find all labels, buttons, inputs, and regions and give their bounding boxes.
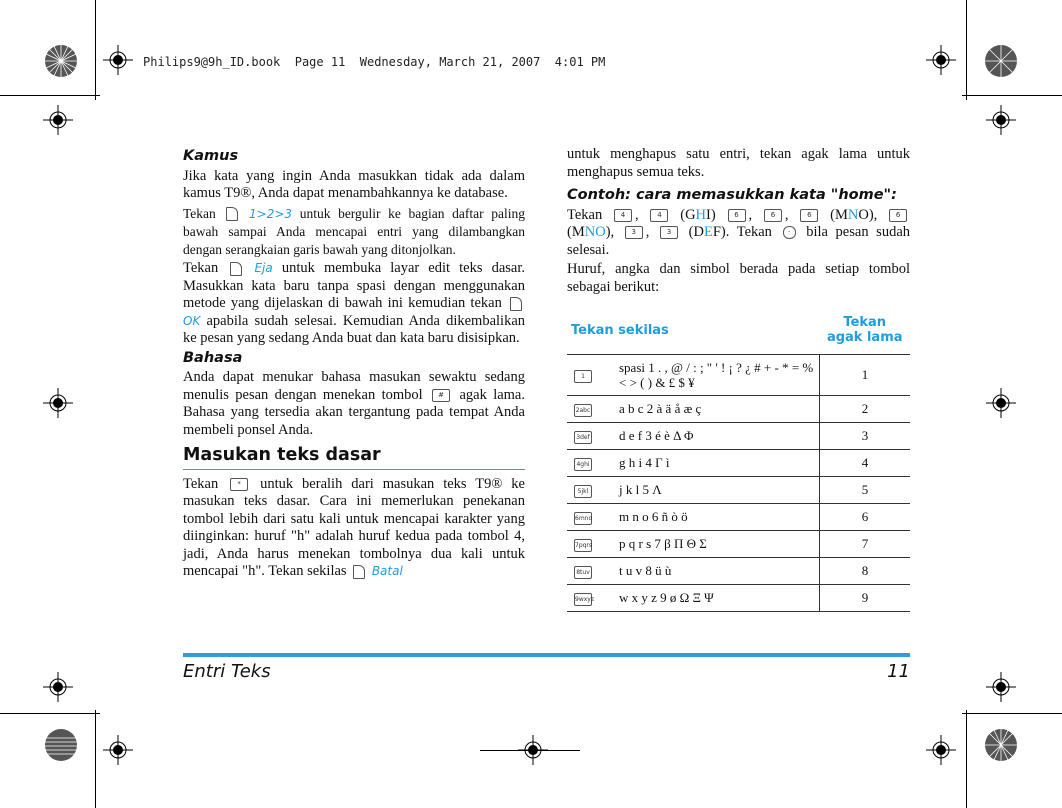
chars-cell: j k l 5 Λ	[615, 477, 820, 504]
registration-dial-icon	[984, 44, 1018, 78]
ok-key-icon: ·	[783, 226, 796, 239]
registration-dial-icon	[984, 728, 1018, 762]
example-paragraph: Tekan 4 , 4 (GHI) 6 , 6 , 6 (MNO), 6 (MNO), 3 , 3 (DEF). Tekan · bila pesan sudah selesai.	[567, 206, 911, 258]
registration-target-icon	[986, 388, 1016, 418]
chars-cell: w x y z 9 ø Ω Ξ Ψ	[615, 585, 820, 612]
chars-cell: a b c 2 à ä å æ ç	[615, 396, 820, 423]
long-press-cell: 1	[820, 355, 911, 396]
long-press-cell: 7	[820, 531, 911, 558]
crop-mark	[962, 713, 1062, 714]
chars-cell: m n o 6 ñ ò ö	[615, 504, 820, 531]
example-heading: Contoh: cara memasukkan kata "home":	[567, 187, 897, 203]
long-press-cell: 6	[820, 504, 911, 531]
table-row	[567, 504, 910, 531]
right-softkey-icon	[230, 262, 242, 276]
key-cell	[567, 558, 615, 585]
table-row	[567, 450, 910, 477]
center-crop-mark	[480, 750, 580, 751]
registration-target-icon	[986, 105, 1016, 135]
left-softkey-icon	[226, 207, 238, 221]
key-cell	[567, 355, 615, 396]
registration-dial-icon	[44, 44, 78, 78]
long-press-cell: 2	[820, 396, 911, 423]
keypad-key-icon: 1	[574, 370, 592, 383]
key-3-icon: 3	[660, 226, 678, 239]
bahasa-paragraph: Anda dapat menukar bahasa masukan sewaktu sedang menulis pesan dengan menekan tombol # agak lama. Bahasa yang tersedia akan tergantung pada tempat Anda membeli ponsel Anda.	[183, 369, 525, 438]
registration-target-icon	[926, 45, 956, 75]
keys-intro-paragraph: Huruf, angka dan simbol berada pada setiap tombol sebagai berikut:	[567, 261, 910, 295]
table-row	[567, 396, 910, 423]
long-press-cell: 4	[820, 450, 911, 477]
crop-mark	[0, 713, 100, 714]
chars-cell: p q r s 7 β Π Θ Σ	[615, 531, 820, 558]
page-footer	[183, 653, 910, 682]
continued-paragraph: untuk menghapus satu entri, tekan agak lama untuk menghapus semua teks.	[567, 146, 910, 180]
left-column	[183, 146, 525, 583]
chars-cell: spasi 1 . , @ / : ; " ' ! ¡ ? ¿ # + - * = % < > ( ) & £ $ ¥	[615, 355, 820, 396]
key-6-icon: 6	[764, 209, 782, 222]
key-cell	[567, 477, 615, 504]
crop-mark	[95, 710, 96, 808]
table-row	[567, 531, 910, 558]
keypad-key-icon: 2abc	[574, 404, 592, 417]
kamus-paragraph-eja: Tekan Eja untuk membuka layar edit teks dasar. Masukkan kata baru tanpa spasi dengan menggunakan metode yang dijelaskan di bawah ini kemudian tekan OK apabila sudah selesai. Kemudian Anda dikembalikan ke pesan yang sedang Anda buat dan kata baru disisipkan.	[183, 260, 526, 346]
table-row	[567, 355, 910, 396]
left-softkey-icon	[510, 297, 522, 311]
dasar-paragraph: Tekan * untuk beralih dari masukan teks T9® ke masukan teks dasar. Cara ini memerlukan penekanan tombol lebih dari satu kali untuk mencapai karakter yang diinginkan: huruf "h" adalah huruf kedua pada tombol 4, jadi, Anda harus menekan tombolnya dua kali untuk mencapai "h". Tekan sekilas Batal	[183, 475, 525, 579]
header-long-press: Tekan agak lama	[820, 306, 911, 355]
crop-mark	[966, 0, 967, 100]
key-cell	[567, 423, 615, 450]
keypad-key-icon: 8tuv	[574, 566, 592, 579]
right-column	[567, 146, 910, 298]
registration-dial-icon	[44, 728, 78, 762]
table-row	[567, 558, 910, 585]
registration-target-icon	[103, 735, 133, 765]
key-3-icon: 3	[625, 226, 643, 239]
keypad-key-icon: 4ghi	[574, 458, 592, 471]
table-row	[567, 423, 910, 450]
crop-mark	[966, 710, 967, 808]
kamus-paragraph-scroll: Tekan 1>2>3 untuk bergulir ke bagian daftar paling bawah sampai Anda mencapai entri yang dilambangkan dengan serangkaian garis bawah yang ditonjolkan.	[183, 205, 525, 257]
bahasa-heading: Bahasa	[183, 349, 243, 366]
key-cell	[567, 504, 615, 531]
table-row	[567, 585, 910, 612]
kamus-heading: Kamus	[183, 148, 239, 164]
registration-target-icon	[926, 735, 956, 765]
header-short-press: Tekan sekilas	[567, 306, 820, 355]
key-6-icon: 6	[800, 209, 818, 222]
kamus-paragraph: Jika kata yang ingin Anda masukkan tidak ada dalam kamus T9®, Anda dapat menambahkannya ke database.	[183, 167, 525, 201]
long-press-cell: 5	[820, 477, 911, 504]
right-softkey-icon	[353, 565, 365, 579]
running-header: Philips9@9h_ID.book Page 11 Wednesday, March 21, 2007 4:01 PM	[143, 55, 606, 69]
long-press-cell: 8	[820, 558, 911, 585]
character-table	[567, 306, 910, 612]
crop-mark	[95, 0, 96, 100]
chapter-title: Entri Teks	[183, 661, 271, 682]
key-4-icon: 4	[650, 209, 668, 222]
keypad-key-icon: 5jkl	[574, 485, 592, 498]
chars-cell: t u v 8 ü ù	[615, 558, 820, 585]
key-cell	[567, 450, 615, 477]
registration-target-icon	[43, 388, 73, 418]
page-number: 11	[887, 661, 910, 682]
long-press-cell: 9	[820, 585, 911, 612]
chars-cell: d e f 3 é è Δ Φ	[615, 423, 820, 450]
crop-mark	[962, 95, 1062, 96]
registration-target-icon	[43, 105, 73, 135]
star-key-icon: *	[230, 478, 248, 491]
keypad-key-icon: 7pqrs	[574, 539, 592, 552]
registration-target-icon	[43, 672, 73, 702]
keypad-key-icon: 6mno	[574, 512, 592, 525]
section-title: Masukan teks dasar	[183, 447, 525, 470]
key-cell	[567, 396, 615, 423]
registration-target-icon	[103, 45, 133, 75]
keypad-key-icon: 9wxyz	[574, 593, 592, 606]
key-6-icon: 6	[728, 209, 746, 222]
key-cell	[567, 585, 615, 612]
key-cell	[567, 531, 615, 558]
hash-key-icon: #	[432, 389, 450, 402]
keypad-key-icon: 3def	[574, 431, 592, 444]
chars-cell: g h i 4 Γ ì	[615, 450, 820, 477]
registration-target-icon	[986, 672, 1016, 702]
crop-mark	[0, 95, 100, 96]
key-4-icon: 4	[614, 209, 632, 222]
long-press-cell: 3	[820, 423, 911, 450]
key-6-icon: 6	[889, 209, 907, 222]
table-row	[567, 477, 910, 504]
